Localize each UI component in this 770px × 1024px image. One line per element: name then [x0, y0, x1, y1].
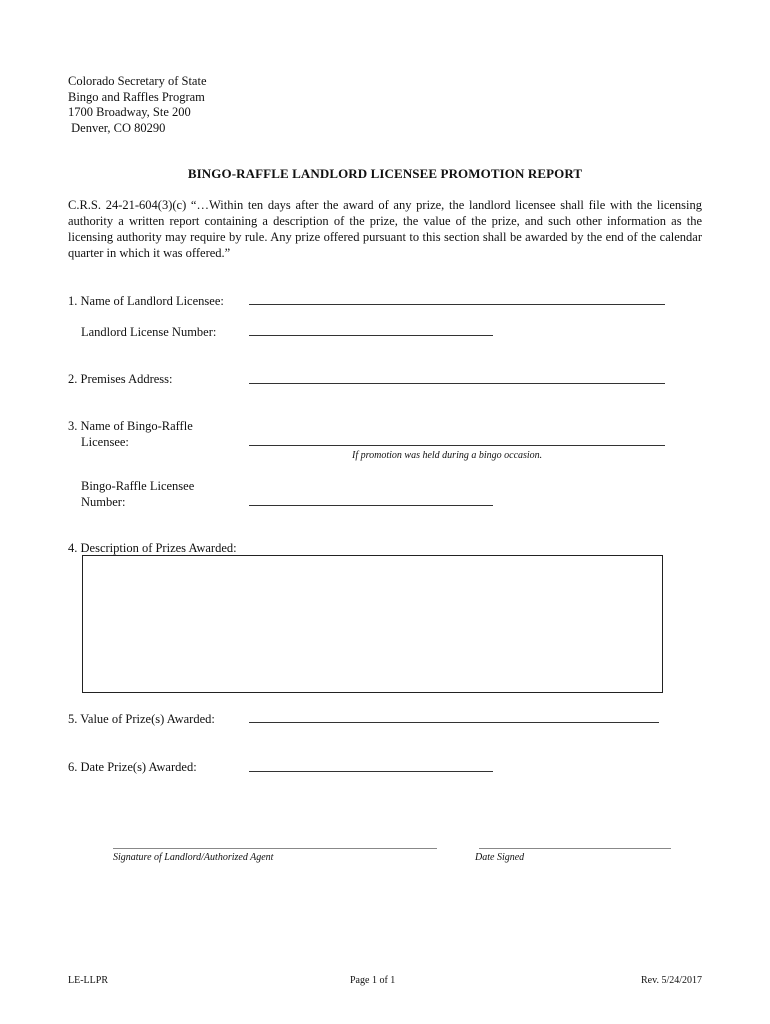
- bingo-licensee-label: 3. Name of Bingo-Raffle: [68, 419, 193, 433]
- form-id: LE-LLPR: [68, 975, 108, 986]
- date-signed-label: Date Signed: [475, 852, 525, 863]
- value-field[interactable]: [249, 722, 659, 723]
- description-label: 4. Description of Prizes Awarded:: [68, 541, 237, 555]
- revision-date: Rev. 5/24/2017: [641, 975, 703, 986]
- bingo-number-field[interactable]: [249, 505, 493, 506]
- value-label: 5. Value of Prize(s) Awarded:: [68, 712, 215, 726]
- premises-address-field[interactable]: [249, 383, 665, 384]
- bingo-number-label: Bingo-Raffle Licensee: [81, 479, 195, 493]
- statute-text: C.R.S. 24-21-604(3)(c) “…Within ten days after the award of any prize, the landlord licensee shall file with the licensing authority a written report containing a description of the prize, the value of the prize, and such other information as the licensing authority may require by rule. Any prize offered pursuant to this section shall be awarded by the end of the calendar quarter in which it was offered.”: [68, 198, 702, 260]
- date-awarded-label: 6. Date Prize(s) Awarded:: [68, 760, 197, 774]
- bingo-licensee-field[interactable]: [249, 445, 665, 446]
- landlord-license-label: Landlord License Number:: [81, 325, 217, 339]
- bingo-occasion-note: If promotion was held during a bingo occasion.: [352, 450, 543, 461]
- address-line: Denver, CO 80290: [68, 120, 166, 135]
- signature-label: Signature of Landlord/Authorized Agent: [113, 852, 274, 863]
- agency-address: [68, 74, 207, 136]
- bingo-number-label-cont: Number:: [81, 495, 126, 509]
- page-number: Page 1 of 1: [350, 975, 396, 986]
- date-signed-field[interactable]: [479, 848, 671, 849]
- signature-field[interactable]: [113, 848, 437, 849]
- landlord-name-label: 1. Name of Landlord Licensee:: [68, 294, 224, 308]
- premises-address-label: 2. Premises Address:: [68, 372, 173, 386]
- address-line: 1700 Broadway, Ste 200: [68, 105, 191, 119]
- landlord-license-field[interactable]: [249, 335, 493, 336]
- landlord-name-field[interactable]: [249, 304, 665, 305]
- description-textarea[interactable]: [82, 555, 663, 693]
- date-awarded-field[interactable]: [249, 771, 493, 772]
- form-title: BINGO-RAFFLE LANDLORD LICENSEE PROMOTION REPORT: [187, 166, 583, 181]
- address-line: Bingo and Raffles Program: [68, 89, 205, 104]
- bingo-licensee-label-cont: Licensee:: [81, 435, 129, 449]
- address-line: Colorado Secretary of State: [68, 74, 207, 88]
